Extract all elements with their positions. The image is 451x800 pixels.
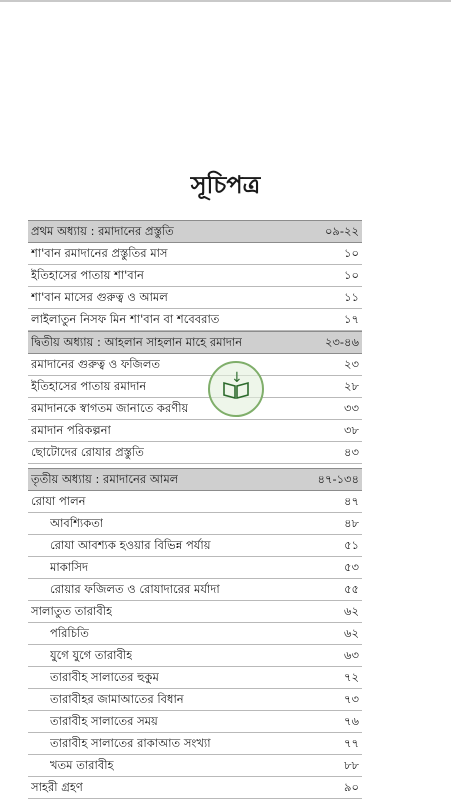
open-book-icon: [223, 377, 249, 399]
toc-entry-label: রোযা পালন: [31, 494, 86, 508]
toc-entry-page: ৭৬: [344, 714, 359, 728]
toc-entry-page: ১০: [344, 268, 359, 282]
toc-entry: [28, 265, 362, 287]
chapter-heading: [28, 331, 362, 354]
toc-entry-page: ৫৩: [344, 560, 359, 574]
top-rule: [0, 0, 451, 2]
chapter-page-range: ২৩-৪৬: [324, 335, 359, 349]
toc-subentry: [28, 513, 362, 535]
toc-entry-page: ৫১: [344, 538, 359, 552]
toc-entry-label: শা'বান রমাদানের প্রস্তুতির মাস: [31, 246, 168, 260]
toc-entry-label: খতম তারাবীহ: [50, 758, 114, 772]
toc-entry: [28, 287, 362, 309]
toc-entry-page: ৪৭: [344, 494, 359, 508]
toc-entry-label: রোযা আবশ্যক হওয়ার বিভিন্ন পর্যায়: [50, 538, 211, 552]
toc-entry-page: ৬২: [344, 604, 359, 618]
toc-entry: [28, 442, 362, 464]
toc-entry-label: সাহরী গ্রহণ: [31, 780, 83, 794]
toc-entry: [28, 601, 362, 623]
chapter-title: প্রথম অধ্যায় : রমাদানের প্রস্তুতি: [31, 224, 174, 238]
toc-entry-page: ১১: [344, 290, 359, 304]
toc-entry: [28, 420, 362, 442]
toc-entry-label: লাইলাতুন নিসফ মিন শা'বান বা শবেবরাত: [31, 312, 220, 326]
toc-subentry: [28, 755, 362, 777]
toc-subentry: [28, 711, 362, 733]
toc-entry-page: ১০: [344, 246, 359, 260]
page-title: সূচিপত্র: [190, 171, 261, 199]
toc-entry-page: ২৩: [344, 357, 359, 371]
toc-subentry: [28, 733, 362, 755]
toc-entry-label: ইতিহাসের পাতায় শা'বান: [31, 268, 144, 282]
toc-entry-label: যুগে যুগে তারাবীহ: [50, 648, 133, 662]
toc-entry-label: রমাদানকে স্বাগতম জানাতে করণীয়: [31, 401, 189, 415]
toc-entry-page: ৭২: [344, 670, 359, 684]
toc-entry: [28, 376, 362, 398]
chapter-heading: [28, 220, 362, 243]
toc-entry-label: পরিচিতি: [50, 626, 89, 640]
toc-subentry: [28, 623, 362, 645]
toc-entry: [28, 354, 362, 376]
toc-entry-label: রমাদানের গুরুত্ব ও ফজিলত: [31, 357, 161, 371]
toc-entry-label: আবশ্যিকতা: [50, 516, 104, 530]
toc-entry: [28, 777, 362, 799]
toc-entry-label: ইতিহাসের পাতায় রমাদান: [31, 379, 147, 393]
toc-entry-page: ৯০: [344, 780, 359, 794]
toc-entry-label: ছোটোদের রোযার প্রস্তুতি: [31, 445, 144, 459]
toc-entry-label: তারাবীহ সালাতের সময়: [50, 714, 158, 728]
chapter-heading: [28, 468, 362, 491]
toc-entry-page: ৭৩: [344, 692, 359, 706]
toc-entry-page: ৮৮: [344, 758, 359, 772]
toc-entry-label: তারাবীহ সালাতের হুকুম: [50, 670, 159, 684]
toc-entry: [28, 243, 362, 265]
chapter-title: দ্বিতীয় অধ্যায় : আহলান সাহলান মাহে রমাদান: [31, 335, 243, 349]
toc-entry-label: রমাদান পরিকল্পনা: [31, 423, 111, 437]
toc-subentry: [28, 689, 362, 711]
toc-entry-label: মাকাসিদ: [50, 560, 89, 574]
chapter-page-range: ৪৭-১৩৪: [317, 472, 359, 486]
toc-entry-page: ৩৩: [344, 401, 359, 415]
toc-entry-label: তারাবীহ সালাতের রাকাআত সংখ্যা: [50, 736, 211, 750]
toc-entry-page: ৩৮: [344, 423, 359, 437]
watermark-logo: [208, 361, 264, 417]
toc-entry-label: সালাতুত তারাবীহ: [31, 604, 113, 618]
toc-entry-label: তারাবীহর জামাআতের বিধান: [50, 692, 184, 706]
toc-entry-page: ৫৫: [344, 582, 359, 596]
toc-subentry: [28, 557, 362, 579]
toc-entry-page: ৪৩: [344, 445, 359, 459]
toc-entry-page: ৪৮: [344, 516, 359, 530]
toc-entry-page: ৭৭: [344, 736, 359, 750]
table-of-contents: [28, 220, 362, 799]
toc-entry-page: ৬২: [344, 626, 359, 640]
toc-entry: [28, 309, 362, 331]
toc-entry-page: ১৭: [344, 312, 359, 326]
toc-entry: [28, 398, 362, 420]
toc-entry-label: রোয়ার ফজিলত ও রোযাদারের মর্যাদা: [50, 582, 220, 596]
toc-subentry: [28, 667, 362, 689]
toc-entry-page: ২৮: [344, 379, 359, 393]
toc-subentry: [28, 535, 362, 557]
download-arrow-icon: ↓: [231, 370, 243, 386]
chapter-title: তৃতীয় অধ্যায় : রমাদানের আমল: [31, 472, 179, 486]
chapter-page-range: ০৯-২২: [324, 224, 359, 238]
toc-entry-page: ৬৩: [344, 648, 359, 662]
toc-entry: [28, 491, 362, 513]
toc-subentry: [28, 645, 362, 667]
toc-entry-label: শা'বান মাসের গুরুত্ব ও আমল: [31, 290, 168, 304]
toc-subentry: [28, 579, 362, 601]
